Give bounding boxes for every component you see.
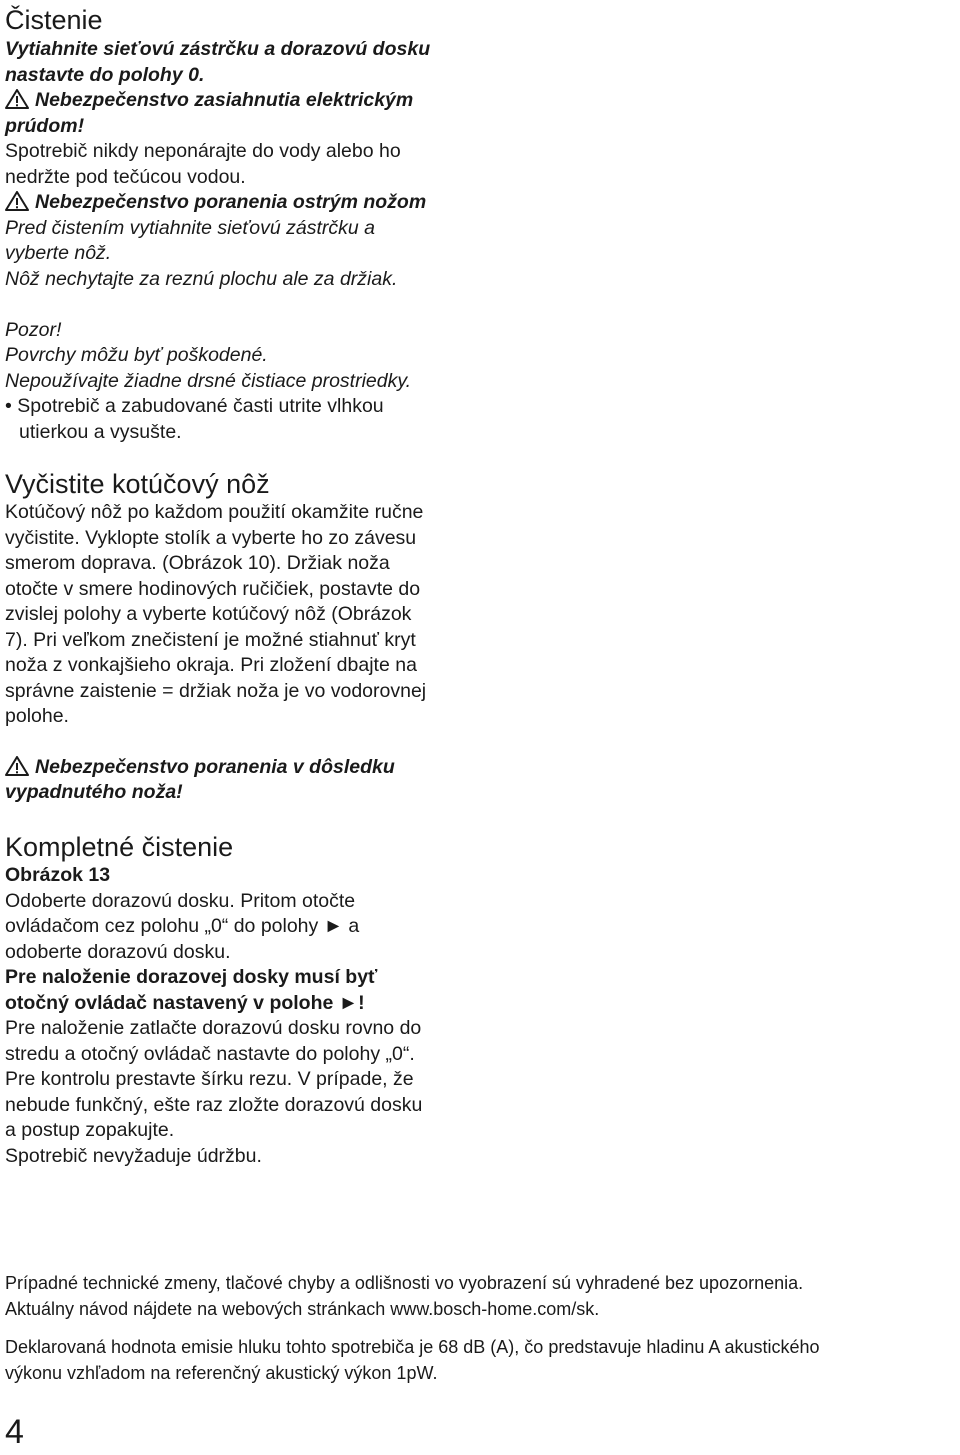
caution-heading: Povrchy môžu byť poškodené. [5, 344, 268, 366]
warning-knife-body-2: vyberte nôž. [5, 242, 112, 264]
warning-knife-heading [5, 190, 430, 216]
notice-line: Aktuálny návod nájdete na webových stránkach www.bosch-home.com/sk. [5, 1299, 600, 1319]
caution-label: Pozor! [5, 318, 62, 341]
section-title-complete: Kompletné čistenie [5, 832, 234, 862]
body-line: Pre kontrolu prestavte šírku rezu. V prípade, že [5, 1068, 414, 1090]
bold-note-line: otočný ovládač nastavený v polohe ►! [5, 991, 365, 1014]
warning-electric-body-1: Spotrebič nikdy neponárajte do vody alebo ho [5, 140, 401, 162]
section-title-cleaning: Čistenie [5, 5, 103, 35]
warning-falling-blade-heading [5, 755, 426, 781]
body-line: polohe. [5, 705, 69, 727]
bullet-line-1: • Spotrebič a zabudované časti utrite vlhkou [5, 395, 384, 417]
warning-triangle-icon [5, 191, 29, 211]
caution-body: Nepoužívajte žiadne drsné čistiace prostriedky. [5, 369, 412, 392]
footer-notices [5, 1270, 820, 1386]
body-line: a postup zopakujte. [5, 1119, 175, 1141]
section-title-blade: Vyčistite kotúčový nôž [5, 469, 270, 499]
intro-line-1: Vytiahnite sieťovú zástrčku a dorazovú dosku [5, 38, 431, 60]
warning-falling-blade-text: Nebezpečenstvo poranenia v dôsledku [35, 755, 395, 778]
figure-reference: Obrázok 13 [5, 864, 111, 886]
warning-electric-body-2: nedržte pod tečúcou vodou. [5, 165, 246, 188]
noise-line: výkonu vzhľadom na referenčný akustický výkon 1pW. [5, 1363, 438, 1383]
body-line: Pre naloženie zatlačte dorazovú dosku rovno do [5, 1017, 422, 1039]
complete-cleaning-section [5, 831, 422, 1169]
body-line: správne zaistenie = držiak noža je vo vodorovnej [5, 679, 427, 702]
blade-cleaning-section [5, 468, 426, 806]
warning-knife-body-3: Nôž nechytajte za reznú plochu ale za držiak. [5, 267, 398, 290]
body-line: otočte v smere hodinových ručičiek, postavte do [5, 577, 421, 600]
notice-line: Prípadné technické zmeny, tlačové chyby a odlišnosti vo vyobrazení sú vyhradené bez upozornenia. [5, 1273, 804, 1293]
warning-electric-heading [5, 88, 430, 114]
intro-line-2: nastavte do polohy 0. [5, 63, 205, 86]
body-line: Spotrebič nevyžaduje údržbu. [5, 1144, 262, 1167]
warning-electric-text: Nebezpečenstvo zasiahnutia elektrickým [35, 89, 414, 111]
body-line: Kotúčový nôž po každom použití okamžite ručne [5, 501, 424, 523]
noise-line: Deklarovaná hodnota emisie hluku tohto spotrebiča je 68 dB (A), čo predstavuje hladinu A akustického [5, 1337, 820, 1357]
body-line: Odoberte dorazovú dosku. Pritom otočte [5, 889, 356, 912]
body-line: vyčistite. Vyklopte stolík a vyberte ho zo závesu [5, 526, 417, 549]
body-line: stredu a otočný ovládač nastavte do polohy „0“. [5, 1042, 415, 1065]
warning-triangle-icon [5, 756, 29, 776]
cleaning-section [5, 3, 430, 445]
body-line: zvislej polohy a vyberte kotúčový nôž (Obrázok [5, 603, 412, 625]
bullet-line-2: utierkou a vysušte. [19, 420, 182, 443]
body-line: nebude funkčný, ešte raz zložte dorazovú dosku [5, 1093, 423, 1116]
body-line: noža z vonkajšieho okraja. Pri zložení dbajte na [5, 654, 417, 676]
bold-note-line: Pre naloženie dorazovej dosky musí byť [5, 966, 378, 988]
warning-triangle-icon [5, 89, 29, 109]
warning-electric-line-2: prúdom! [5, 114, 85, 137]
body-line: 7). Pri veľkom znečistení je možné stiahnuť kryt [5, 628, 416, 651]
body-line: ovládačom cez polohu „0“ do polohy ► a [5, 915, 360, 937]
warning-knife-body-1: Pred čistením vytiahnite sieťovú zástrčku a [5, 216, 375, 239]
warning-falling-blade-line-2: vypadnutého noža! [5, 781, 183, 803]
page-number: 4 [5, 1413, 24, 1451]
body-line: smerom doprava. (Obrázok 10). Držiak noža [5, 552, 390, 574]
body-line: odoberte dorazovú dosku. [5, 940, 231, 963]
warning-knife-text: Nebezpečenstvo poranenia ostrým nožom [35, 191, 427, 213]
